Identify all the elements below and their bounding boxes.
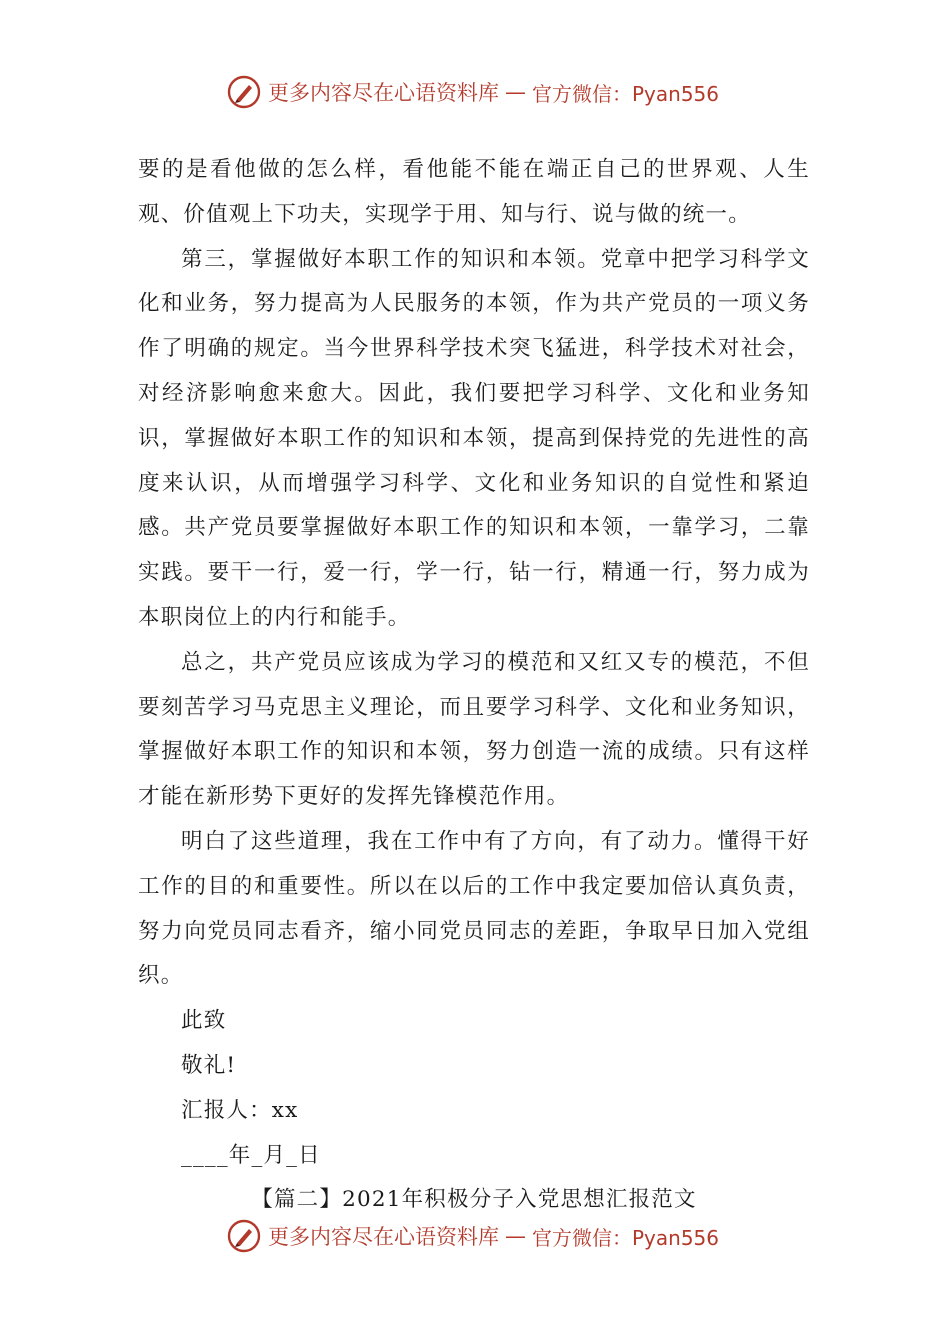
pen-logo-icon: [226, 74, 262, 110]
paragraph-third-point: 第三，掌握做好本职工作的知识和本领。党章中把学习科学文化和业务，努力提高为人民服务的本领，作为共产党员的一项义务作了明确的规定。当今世界科学技术突飞猛进，科学技术对社会，对经济影响愈来愈大。因此，我们要把学习科学、文化和业务知识，掌握做好本职工作的知识和本领，提高到保持党的先进性的高度来认识，从而增强学习科学、文化和业务知识的自觉性和紧迫感。共产党员要掌握做好本职工作的知识和本领，一靠学习，二靠实践。要干一行，爱一行，学一行，钻一行，精通一行，努力成为本职岗位上的内行和能手。: [138, 246, 810, 630]
header-banner: [226, 72, 719, 112]
salute-phrase: 敬礼!: [181, 1052, 237, 1078]
banner-wechat: 官方微信：Pyan556: [532, 1225, 720, 1250]
pen-logo-icon: [226, 1218, 262, 1254]
closing-phrase: 此致: [181, 1008, 227, 1034]
banner-text: 更多内容尽在心语资料库: [268, 1225, 499, 1249]
banner-wechat: 官方微信：Pyan556: [532, 81, 720, 106]
document-body: [138, 148, 810, 1223]
reporter-line: 汇报人：xx: [181, 1097, 299, 1123]
banner-dash: —: [505, 80, 526, 104]
paragraph-continued: 要的是看他做的怎么样，看他能不能在端正自己的世界观、人生观、价值观上下功夫，实现学于用、知与行、说与做的统一。: [138, 157, 810, 227]
banner-text: 更多内容尽在心语资料库: [268, 81, 499, 105]
paragraph-summary: 总之，共产党员应该成为学习的模范和又红又专的模范，不但要刻苦学习马克思主义理论，而且要学习科学、文化和业务知识，掌握做好本职工作的知识和本领，努力创造一流的成绩。只有这样才能在新形势下更好的发挥先锋模范作用。: [138, 649, 810, 810]
footer-banner: [226, 1216, 719, 1256]
date-line: ____年_月_日: [181, 1142, 321, 1168]
banner-dash: —: [505, 1224, 526, 1248]
next-section-title: 【篇二】2021年积极分子入党思想汇报范文: [251, 1187, 697, 1213]
paragraph-conclusion: 明白了这些道理，我在工作中有了方向，有了动力。懂得干好工作的目的和重要性。所以在以后的工作中我定要加倍认真负责，努力向党员同志看齐，缩小同党员同志的差距，争取早日加入党组织。: [138, 828, 810, 989]
